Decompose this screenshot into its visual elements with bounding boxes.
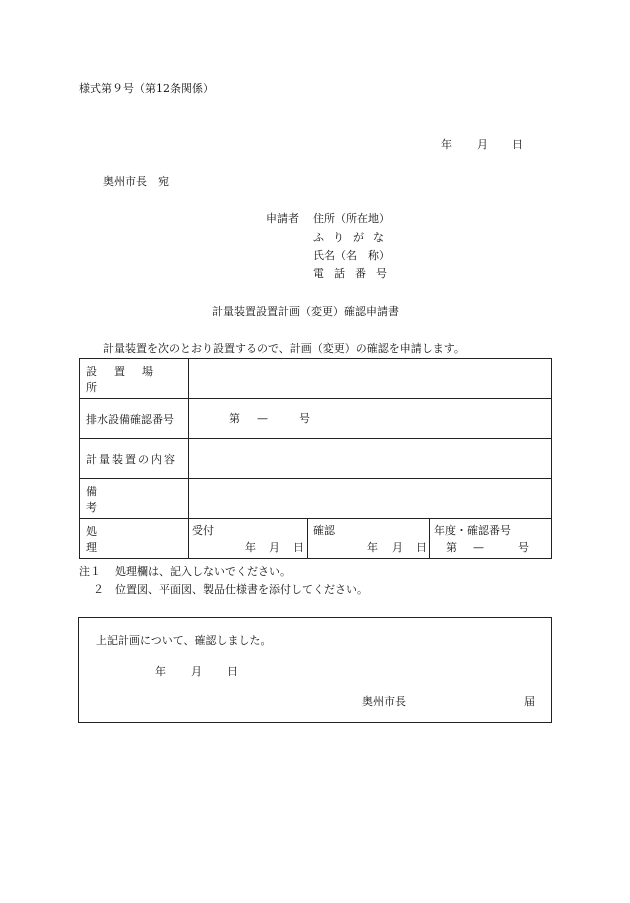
receipt-label: 受付	[192, 524, 214, 537]
applicant-address: 住所（所在地）	[313, 212, 390, 225]
fy-dai: 第	[446, 541, 457, 554]
receipt-day: 日	[293, 541, 304, 554]
confirmation-month: 月	[191, 665, 202, 678]
drainage-dash: —	[257, 412, 268, 425]
confirm-label: 確認	[313, 524, 335, 537]
confirmation-box	[78, 617, 552, 723]
content-label: 計量装置の内容	[86, 452, 177, 466]
remarks-label: 備考	[86, 484, 166, 514]
confirm-day: 日	[416, 541, 427, 554]
confirmation-mayor: 奥州市長	[362, 695, 406, 708]
receipt-year: 年	[245, 541, 256, 554]
confirmation-year: 年	[155, 665, 166, 678]
intro-text: 計量装置を次のとおり設置するので、計画（変更）の確認を申請します。	[103, 342, 465, 355]
fy-cell	[430, 519, 551, 558]
row-remarks	[80, 479, 552, 519]
row-process	[80, 519, 552, 559]
row-location	[80, 359, 552, 399]
confirm-cell	[308, 519, 430, 558]
applicant-furigana: ふりがな	[313, 231, 393, 244]
form-number: 様式第９号（第12条関係）	[79, 82, 214, 95]
receipt-month: 月	[269, 541, 280, 554]
note2-text: 位置図、平面図、製品仕様書を添付してください。	[115, 583, 368, 596]
confirm-year: 年	[367, 541, 378, 554]
confirm-month: 月	[392, 541, 403, 554]
date-month: 月	[477, 138, 488, 151]
drainage-label: 排水設備確認番号	[86, 412, 174, 426]
content-field[interactable]	[189, 439, 552, 479]
applicant-phone: 電話番号	[313, 267, 397, 280]
drainage-go: 号	[299, 412, 310, 425]
location-label: 設置場所	[86, 364, 170, 394]
row-content	[80, 439, 552, 479]
applicant-label: 申請者	[266, 212, 299, 225]
date-year: 年	[441, 138, 452, 151]
applicant-name: 氏名（名 称）	[313, 249, 390, 262]
note2-number: ２	[93, 583, 104, 596]
application-table	[79, 358, 552, 559]
confirmation-seal: 届	[524, 695, 535, 708]
confirmation-text: 上記計画について、確認しました。	[96, 634, 272, 647]
fy-label: 年度・確認番号	[434, 524, 511, 537]
location-field[interactable]	[189, 359, 552, 399]
process-label: 処理	[86, 524, 166, 554]
note1-text: 処理欄は、記入しないでください。	[115, 565, 291, 578]
receipt-cell	[189, 519, 308, 558]
date-day: 日	[512, 138, 523, 151]
row-drainage	[80, 399, 552, 439]
drainage-field[interactable]	[189, 399, 552, 439]
addressee: 奥州市長 宛	[103, 175, 169, 188]
fy-dash: —	[473, 541, 484, 554]
fy-go: 号	[518, 541, 529, 554]
note1-number: 注１	[79, 565, 101, 578]
document-title: 計量装置設置計画（変更）確認申請書	[212, 305, 399, 318]
remarks-field[interactable]	[189, 479, 552, 519]
confirmation-day: 日	[227, 665, 238, 678]
drainage-dai: 第	[229, 412, 240, 425]
